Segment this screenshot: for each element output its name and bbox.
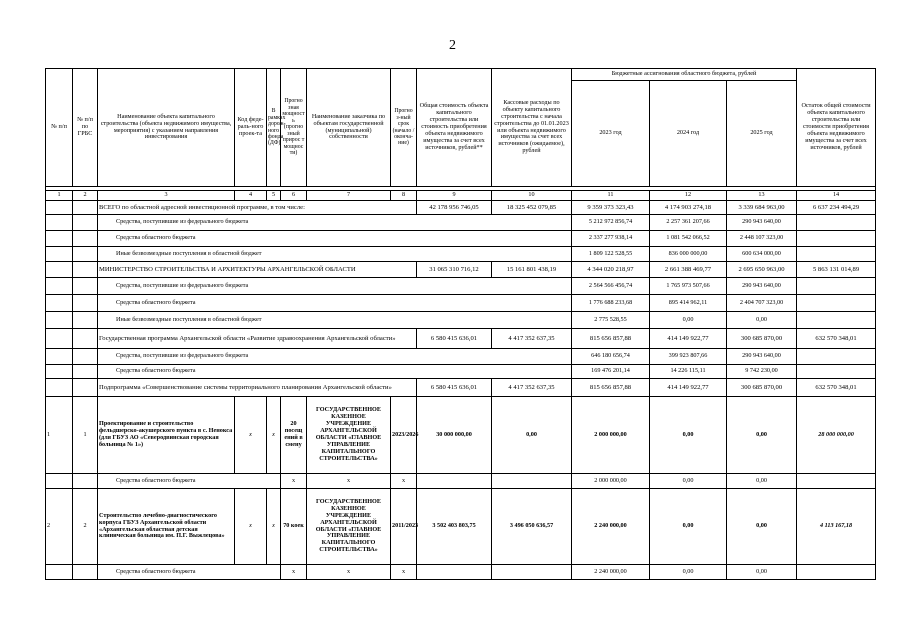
cell-cash-expenses: 4 417 352 637,35 xyxy=(492,379,572,397)
cell-2024: 836 000 000,00 xyxy=(650,247,727,262)
cell-2023: 2 000 000,00 xyxy=(572,474,650,489)
cell-2023: 2 337 277 938,14 xyxy=(572,231,650,247)
cell-term: x xyxy=(391,474,417,489)
cell-federal-project-code: x xyxy=(235,489,267,565)
cell-2024: 399 923 807,66 xyxy=(650,349,727,365)
cell-customer: x xyxy=(307,565,391,580)
cell-2025: 290 943 640,00 xyxy=(727,215,797,231)
row-label: Средства областного бюджета xyxy=(98,474,281,489)
col-num: 2 xyxy=(73,191,98,201)
cell-cash-expenses: 3 496 050 636,57 xyxy=(492,489,572,565)
col-num: 6 xyxy=(281,191,307,201)
cell-2023: 815 656 857,88 xyxy=(572,329,650,349)
table-row xyxy=(46,312,876,329)
row-label: МИНИСТЕРСТВО СТРОИТЕЛЬСТВА И АРХИТЕКТУРЫ АРХАНГЕЛЬСКОЙ ОБЛАСТИ xyxy=(98,262,417,278)
cell-2025: 300 685 870,00 xyxy=(727,329,797,349)
cell-2025: 300 685 870,00 xyxy=(727,379,797,397)
cell-2024: 0,00 xyxy=(650,474,727,489)
cell-remaining: 5 863 131 014,89 xyxy=(797,262,876,278)
row-label: Средства областного бюджета xyxy=(98,365,572,379)
cell-2024: 895 414 962,11 xyxy=(650,295,727,312)
cell-federal-project-code: x xyxy=(235,397,267,474)
col-num: 12 xyxy=(650,191,727,201)
col-num: 7 xyxy=(307,191,391,201)
header-grbs-number: № п/п по ГРБС xyxy=(73,69,98,187)
cell-customer: ГОСУДАРСТВЕННОЕ КАЗЕННОЕ УЧРЕЖДЕНИЕ АРХАНГЕЛЬСКОЙ ОБЛАСТИ «ГЛАВНОЕ УПРАВЛЕНИЕ КАПИТАЛЬНОГО СТРОИТЕЛЬСТВА» xyxy=(307,397,391,474)
cell-remaining: 6 637 234 494,29 xyxy=(797,201,876,215)
cell-2025: 0,00 xyxy=(727,397,797,474)
cell-term: x xyxy=(391,565,417,580)
row-label: ВСЕГО по областной адресной инвестиционной программе, в том числе: xyxy=(98,201,417,215)
cell-capacity: 20 посещ ений в смену xyxy=(281,397,307,474)
table-row-ministry xyxy=(46,262,876,278)
cell-remaining: 632 570 348,01 xyxy=(797,379,876,397)
table-row-object-2 xyxy=(46,489,876,565)
cell-grbs-number: 2 xyxy=(73,489,98,565)
cell-term: 2023/2026 xyxy=(391,397,417,474)
cell-capacity: x xyxy=(281,565,307,580)
header-total-cost: Общая стоимость объекта капитального строительства или стоимость приобретения объекта недвижимого имущества за счет всех источников, рублей** xyxy=(417,69,492,187)
cell-2023: 646 180 656,74 xyxy=(572,349,650,365)
cell-2025: 290 943 640,00 xyxy=(727,278,797,295)
cell-capacity: x xyxy=(281,474,307,489)
table-row xyxy=(46,474,876,489)
cell-2023: 5 212 972 856,74 xyxy=(572,215,650,231)
table-row-object-1 xyxy=(46,397,876,474)
cell-2023: 1 776 688 233,68 xyxy=(572,295,650,312)
header-federal-project-code: Код феде-раль-ного проек-та xyxy=(235,69,267,187)
header-year-2025: 2025 год xyxy=(727,81,797,187)
cell-customer: x xyxy=(307,474,391,489)
cell-2025: 3 339 684 963,00 xyxy=(727,201,797,215)
investment-program-table xyxy=(45,68,876,580)
col-num: 1 xyxy=(46,191,73,201)
table-row-total xyxy=(46,201,876,215)
cell-2023: 815 656 857,88 xyxy=(572,379,650,397)
header-budget-group: Бюджетные ассигнования областного бюджета, рублей xyxy=(572,69,797,81)
col-num: 13 xyxy=(727,191,797,201)
cell-2024: 0,00 xyxy=(650,312,727,329)
cell-cash-expenses: 15 161 801 438,19 xyxy=(492,262,572,278)
cell-2025: 0,00 xyxy=(727,489,797,565)
cell-2024: 4 174 903 274,18 xyxy=(650,201,727,215)
page-number: 2 xyxy=(449,38,456,53)
cell-2025: 0,00 xyxy=(727,474,797,489)
cell-road-fund: x xyxy=(267,397,281,474)
header-road-fund: В рамках дорож-ного фонда (ДФ) xyxy=(267,69,281,187)
col-num: 11 xyxy=(572,191,650,201)
header-cash-expenses: Кассовые расходы по объекту капитального строительства с начала строительства до 01.01.2023 или объекта недвижимого имущества за счет всех источников (ожидаемое), рублей xyxy=(492,69,572,187)
col-num: 10 xyxy=(492,191,572,201)
cell-2025: 2 448 107 323,00 xyxy=(727,231,797,247)
cell-grbs-number: 1 xyxy=(73,397,98,474)
header-object-name: Наименование объекта капитального строительства (объекта недвижимого имущества, мероприятия) с указанием направления инвестирования xyxy=(98,69,235,187)
cell-2025: 2 695 650 963,00 xyxy=(727,262,797,278)
cell-2023: 4 344 020 218,97 xyxy=(572,262,650,278)
header-remaining-cost: Остаток общей стоимости объекта капитального строительства или стоимости приобретения объекта недвижимого имущества за счет всех источников, рублей xyxy=(797,69,876,187)
column-number-row xyxy=(46,191,876,201)
cell-customer: ГОСУДАРСТВЕННОЕ КАЗЕННОЕ УЧРЕЖДЕНИЕ АРХАНГЕЛЬСКОЙ ОБЛАСТИ «ГЛАВНОЕ УПРАВЛЕНИЕ КАПИТАЛЬНОГО СТРОИТЕЛЬСТВА» xyxy=(307,489,391,565)
header-year-2023: 2023 год xyxy=(572,81,650,187)
cell-row-number: 1 xyxy=(46,397,73,474)
cell-2024: 0,00 xyxy=(650,565,727,580)
cell-object-name: Проектирование и строительство фельдшерско-акушерского пункта в с. Ненокса (для ГБУЗ АО «Северодвинская городская больница № 1») xyxy=(98,397,235,474)
table-row xyxy=(46,565,876,580)
header-customer: Наименование заказчика по объектам государственной (муниципальной) собственности xyxy=(307,69,391,187)
cell-capacity: 70 коек xyxy=(281,489,307,565)
row-label: Средства, поступившие из федерального бюджета xyxy=(98,349,572,365)
cell-total-cost: 6 580 415 636,01 xyxy=(417,379,492,397)
col-num: 9 xyxy=(417,191,492,201)
row-label: Средства, поступившие из федерального бюджета xyxy=(98,278,572,295)
cell-total-cost: 6 580 415 636,01 xyxy=(417,329,492,349)
cell-2023: 2 564 566 456,74 xyxy=(572,278,650,295)
col-num: 14 xyxy=(797,191,876,201)
cell-2024: 1 765 973 507,66 xyxy=(650,278,727,295)
table-row xyxy=(46,215,876,231)
col-num: 8 xyxy=(391,191,417,201)
cell-2024: 0,00 xyxy=(650,489,727,565)
cell-total-cost: 3 502 403 803,75 xyxy=(417,489,492,565)
cell-cash-expenses: 4 417 352 637,35 xyxy=(492,329,572,349)
row-label: Средства областного бюджета xyxy=(98,295,572,312)
col-num: 4 xyxy=(235,191,267,201)
cell-2024: 14 226 115,11 xyxy=(650,365,727,379)
header-term: Прогно з-ный срок (начало / оконча-ние) xyxy=(391,69,417,187)
row-label: Средства областного бюджета xyxy=(98,231,572,247)
table-row-subprogram xyxy=(46,379,876,397)
table-row xyxy=(46,231,876,247)
table-row-program xyxy=(46,329,876,349)
header-row-number: № п/п xyxy=(46,69,73,187)
row-label: Иные безвозмездные поступления в областной бюджет xyxy=(98,247,572,262)
row-label: Средства, поступившие из федерального бюджета xyxy=(98,215,572,231)
cell-remaining: 28 000 000,00 xyxy=(797,397,876,474)
col-num: 3 xyxy=(98,191,235,201)
col-num: 5 xyxy=(267,191,281,201)
cell-2024: 0,00 xyxy=(650,397,727,474)
cell-road-fund: x xyxy=(267,489,281,565)
cell-2025: 9 742 230,00 xyxy=(727,365,797,379)
cell-remaining: 4 113 167,18 xyxy=(797,489,876,565)
cell-2023: 9 359 373 323,43 xyxy=(572,201,650,215)
row-label: Подпрограмма «Совершенствование системы территориального планирования Архангельской области» xyxy=(98,379,417,397)
cell-2023: 2 775 528,55 xyxy=(572,312,650,329)
cell-2024: 414 149 922,77 xyxy=(650,329,727,349)
table-row xyxy=(46,278,876,295)
table-row xyxy=(46,247,876,262)
row-label: Государственная программа Архангельской области «Развитие здравоохранения Архангельской области» xyxy=(98,329,417,349)
cell-2025: 600 634 000,00 xyxy=(727,247,797,262)
cell-2024: 2 257 361 207,66 xyxy=(650,215,727,231)
cell-2024: 1 081 542 066,52 xyxy=(650,231,727,247)
cell-2023: 2 240 000,00 xyxy=(572,489,650,565)
cell-row-number: 2 xyxy=(46,489,73,565)
cell-total-cost: 31 065 310 716,12 xyxy=(417,262,492,278)
header-year-2024: 2024 год xyxy=(650,81,727,187)
cell-object-name: Строительство лечебно-диагностического корпуса ГБУЗ Архангельской области «Архангельская областная детская клиническая больница им. П.Г. Выжлецова» xyxy=(98,489,235,565)
cell-2025: 0,00 xyxy=(727,312,797,329)
cell-2023: 2 240 000,00 xyxy=(572,565,650,580)
cell-remaining: 632 570 348,01 xyxy=(797,329,876,349)
cell-2025: 2 404 707 323,00 xyxy=(727,295,797,312)
row-label: Иные безвозмездные поступления в областной бюджет xyxy=(98,312,572,329)
cell-2023: 169 476 201,14 xyxy=(572,365,650,379)
cell-2024: 2 661 388 469,77 xyxy=(650,262,727,278)
table-row xyxy=(46,295,876,312)
table-row xyxy=(46,365,876,379)
cell-term: 2011/2023 xyxy=(391,489,417,565)
cell-total-cost: 30 000 000,00 xyxy=(417,397,492,474)
cell-2024: 414 149 922,77 xyxy=(650,379,727,397)
row-label: Средства областного бюджета xyxy=(98,565,281,580)
cell-2023: 1 809 122 528,55 xyxy=(572,247,650,262)
cell-cash-expenses: 18 325 452 079,85 xyxy=(492,201,572,215)
cell-2025: 290 943 640,00 xyxy=(727,349,797,365)
header-capacity: Прогно зная мощност ь (прогно зный прирос т мощнос ти) xyxy=(281,69,307,187)
cell-total-cost: 42 178 956 746,05 xyxy=(417,201,492,215)
cell-2023: 2 000 000,00 xyxy=(572,397,650,474)
cell-cash-expenses: 0,00 xyxy=(492,397,572,474)
cell-2025: 0,00 xyxy=(727,565,797,580)
table-row xyxy=(46,349,876,365)
